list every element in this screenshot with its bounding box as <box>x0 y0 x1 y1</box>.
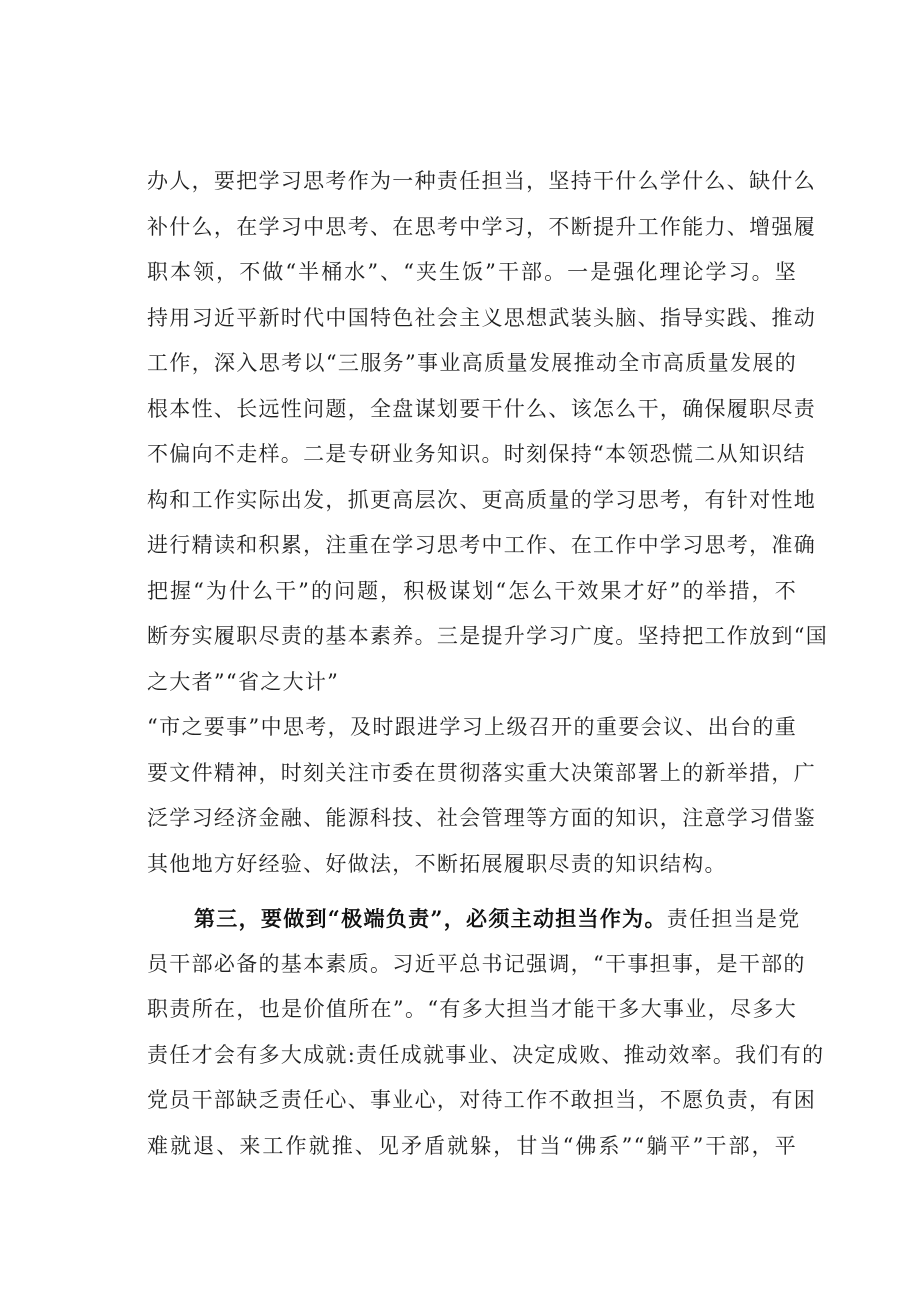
text-line: 断夯实履职尽责的基本素养。三是提升学习广度。坚持把工作放到“国 <box>147 624 829 648</box>
text-line: 责任才会有多大成就:责任成就事业、决定成败、推动效率。我们有的 <box>147 1042 825 1067</box>
text-line: 职本领，不做“半桶水”、“夹生饭”干部。一是强化理论学习。坚 <box>147 260 797 284</box>
text-line: 构和工作实际出发，抓更高层次、更高质量的学习思考，有针对性地 <box>147 487 816 512</box>
text-line: 把握“为什么干”的问题，积极谋划“怎么干效果才好”的举措，不 <box>147 578 797 603</box>
text-line: 要文件精神，时刻关注市委在贯彻落实重大决策部署上的新举措，广 <box>147 760 816 785</box>
text-line: 工作，深入思考以“三服务”事业高质量发展推动全市高质量发展的 <box>147 351 797 375</box>
body-text <box>147 159 829 1169</box>
text-line: 进行精读和积累，注重在学习思考中工作、在工作中学习思考，准确 <box>147 533 816 557</box>
text-line: 泛学习经济金融、能源科技、社会管理等方面的知识，注意学习借鉴 <box>147 806 816 830</box>
text-line: 根本性、长远性问题，全盘谋划要干什么、该怎么干，确保履职尽责 <box>147 396 816 421</box>
text-fragment: 责任担当是党 <box>666 907 801 931</box>
text-line: 之大者”“省之大计” <box>147 669 340 694</box>
text-line: 其他地方好经验、好做法，不断拓展履职尽责的知识结构。 <box>147 851 727 876</box>
text-line: 办人，要把学习思考作为一种责任担当，坚持干什么学什么、缺什么 <box>147 169 816 193</box>
text-line: 员干部必备的基本素质。习近平总书记强调，“干事担事，是干部的 <box>147 951 806 976</box>
paragraph-heading-line <box>147 896 801 942</box>
text-line: 持用习近平新时代中国特色社会主义思想武装头脑、指导实践、推动 <box>147 305 816 330</box>
section-heading: 第三，要做到“极端负责”，必须主动担当作为。 <box>194 906 667 931</box>
paragraph-gap <box>147 887 797 896</box>
text-line: 不偏向不走样。二是专研业务知识。时刻保持“本领恐慌二从知识结 <box>147 442 806 466</box>
text-line: 党员干部缺乏责任心、事业心，对待工作不敢担当，不愿负责，有困 <box>147 1088 816 1112</box>
text-line: 补什么，在学习中思考、在思考中学习，不断提升工作能力、增强履 <box>147 214 816 239</box>
text-line: “市之要事”中思考，及时跟进学习上级召开的重要会议、出台的重 <box>147 715 797 739</box>
text-line: 职责所在，也是价值所在”。“有多大担当才能干多大事业，尽多大 <box>147 997 797 1021</box>
text-line: 难就退、来工作就推、见矛盾就躲，甘当“佛系”“躺平”干部，平 <box>147 1133 797 1158</box>
